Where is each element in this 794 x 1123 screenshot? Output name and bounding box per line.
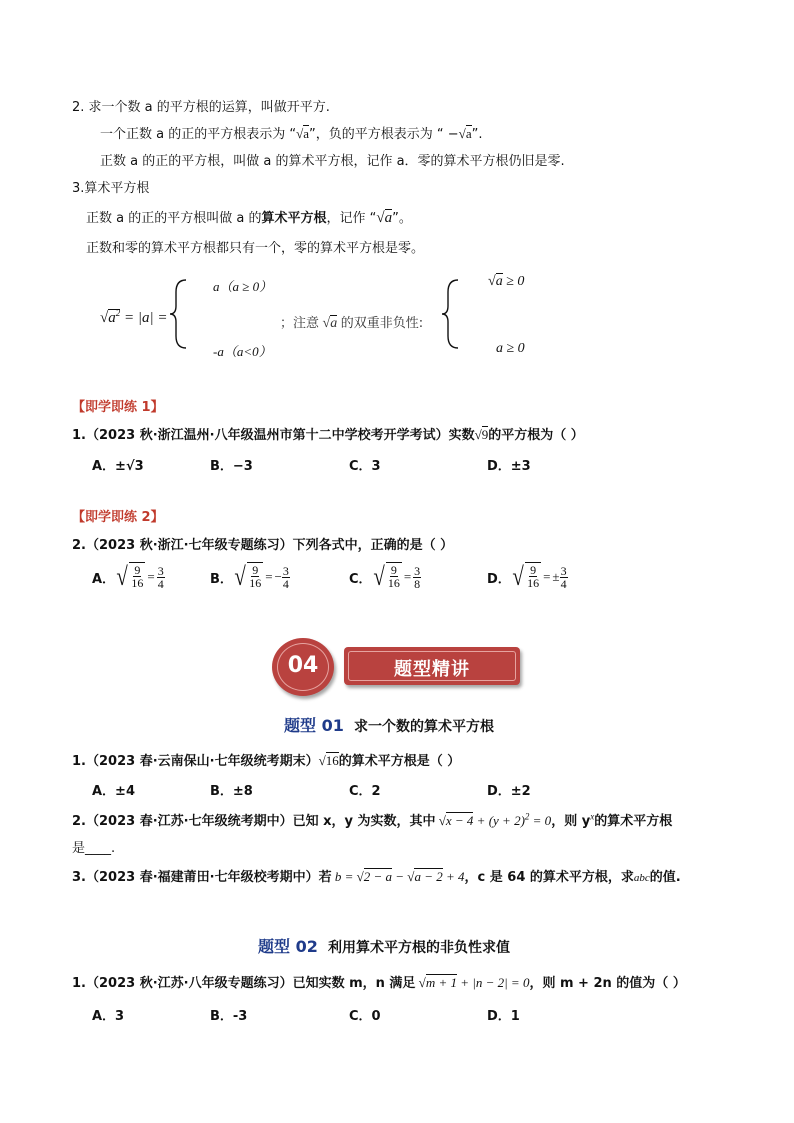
- section3-line1-b: ，记作 “: [326, 211, 377, 226]
- section2-line3: 正数 a 的正的平方根，叫做 a 的算术平方根，记作 a．零的算术平方根仍旧是零.: [100, 154, 565, 169]
- option-label: B．: [210, 571, 233, 587]
- type01-q1-option-d: D．±2: [487, 784, 531, 799]
- sqrt-a-symbol-neg: √a: [458, 126, 472, 141]
- option-label: D．: [487, 571, 511, 587]
- type01-q1-option-b: B．±8: [210, 784, 253, 799]
- formula-note: [280, 312, 423, 332]
- practice1-tag: 【即学即练 1】: [72, 400, 164, 415]
- option-label: A．: [92, 571, 116, 587]
- rhs-frac-b: $\frac{3}{4}$: [282, 563, 289, 591]
- banner-number-badge: [272, 638, 334, 696]
- formula-case2: -a（a<0）: [213, 344, 272, 359]
- type01-q1-tail: 的算术平方根是（ ）: [338, 754, 461, 769]
- type01-q2-tail: ，则 y: [551, 814, 591, 829]
- type01-q2: 2.（2023 春·江苏·七年级统考期中）已知 x，y 为实数，其中 $√x - 4 + (y + 2)^2 = 0$，则 $y^x$的算术平方根: [72, 811, 673, 829]
- formula-case1: a（a ≥ 0）: [213, 279, 273, 294]
- formula-note-b: 的双重非负性:: [340, 316, 424, 331]
- practice1-option-c: C．3: [349, 459, 381, 474]
- type02-option-d: D．1: [487, 1009, 520, 1024]
- q3-equation: b = √2 − a − √a − 2 + 4: [331, 869, 465, 884]
- type02-option-c: C．0: [349, 1009, 381, 1024]
- practice2-question: 2.（2023 秋·浙江·七年级专题练习）下列各式中，正确的是（ ）: [72, 538, 454, 553]
- q2-equation: $√x - 4 + (y + 2)^2 = 0$: [435, 811, 552, 828]
- sqrt-frac-b: √ $\frac{9}{16}$: [234, 562, 262, 591]
- practice1-option-b: B．−3: [210, 459, 253, 474]
- practice1-option-a: A．±√3: [92, 459, 144, 474]
- type01-heading: [284, 713, 494, 736]
- rhs-frac-a: [157, 565, 165, 590]
- rhs-den-a: 4: [157, 576, 164, 591]
- abc-symbol: abc: [633, 872, 650, 884]
- section-banner: [272, 638, 524, 694]
- sqrt-frac-a: √ $\frac{9}{16}$: [116, 562, 144, 591]
- section3-line1-c: ”。: [392, 211, 412, 226]
- sqrt9: √9: [474, 427, 489, 442]
- type02-option-a: A．3: [92, 1009, 125, 1024]
- type01-q2-tail2: 的算术平方根: [594, 814, 673, 829]
- type01-q1-option-c: C．2: [349, 784, 381, 799]
- type02-option-b: B．-3: [210, 1009, 248, 1024]
- rhs-num-c: 3: [414, 563, 421, 578]
- section3-bold-term: 算术平方根: [261, 211, 327, 226]
- type02-q1-text: 1.（2023 秋·江苏·八年级专题练习）已知实数 m，n 满足: [72, 976, 416, 991]
- banner-number: 04: [287, 653, 319, 678]
- banner-title: 题型精讲: [394, 659, 470, 680]
- type02-title: 题型 02: [258, 937, 318, 956]
- rhs-den-b: 4: [282, 576, 289, 591]
- section2-line2-c: ”.: [471, 127, 483, 142]
- rhs-frac-c: [413, 565, 421, 590]
- section2-line2-a: 一个正数 a 的正的平方根表示为 “: [100, 127, 297, 142]
- type01-q1-option-a: A．±4: [92, 784, 135, 799]
- section2-line1: 2. 求一个数 a 的平方根的运算，叫做开平方.: [72, 100, 330, 115]
- rhs-sign-b: −: [274, 569, 282, 584]
- practice2-option-d: D． √ $\frac{9}{16}$ = ± $\frac{3}{4}$: [487, 562, 567, 591]
- practice1-q-tail: 的平方根为（ ）: [488, 428, 584, 443]
- option-label: C．: [349, 571, 372, 587]
- type02-heading: [258, 934, 510, 957]
- type01-name: 求一个数的算术平方根: [353, 719, 494, 735]
- type01-q1-text: 1.（2023 春·云南保山·七年级统考期末）: [72, 754, 319, 769]
- section2-line2: [100, 123, 482, 142]
- formula-cond1-text: ≥ 0: [506, 274, 525, 289]
- type01-q3-text: 3.（2023 春·福建莆田·七年级校考期中）若: [72, 870, 332, 885]
- section3-title: 3.算术平方根: [72, 181, 150, 196]
- formula-lhs: $√a^2 = |a|$ =: [100, 308, 168, 326]
- practice1-q: 1.（2023 秋·浙江温州·八年级温州市第十二中学校考开学考试）实数: [72, 428, 475, 443]
- sqrt-frac-c: √ $\frac{9}{16}$: [372, 562, 400, 591]
- rhs-sign-d: ±: [552, 569, 560, 584]
- type02-name: 利用算术平方根的非负性求值: [327, 940, 510, 956]
- practice1-option-d: D．±3: [487, 459, 531, 474]
- rhs-den-c: 8: [414, 576, 421, 591]
- formula-note-a: ；注意: [280, 316, 320, 331]
- sqrt-a-symbol: √a: [296, 126, 310, 141]
- sqrt-a-italic: √a: [376, 210, 393, 226]
- type02-equation: √m + 1 + |n − 2| = 0: [415, 975, 530, 990]
- practice2-option-a: A． √ $\frac{9}{16}$ = $\frac{3}{4}$: [92, 562, 164, 591]
- rhs-frac-d: $\frac{3}{4}$: [560, 563, 567, 591]
- type01-q2-text: 2.（2023 春·江苏·七年级统考期中）已知 x，y 为实数，其中: [72, 814, 436, 829]
- practice2-tag: 【即学即练 2】: [72, 510, 164, 525]
- rhs-den-d: 4: [560, 576, 567, 591]
- banner-bar: [344, 647, 520, 685]
- type01-q3-end: 的值.: [649, 870, 681, 885]
- sqrt-a-note: √a: [319, 316, 338, 331]
- type01-title: 题型 01: [284, 716, 344, 735]
- rhs-num-a: 3: [157, 563, 164, 578]
- practice1-question: [72, 424, 584, 443]
- left-brace-2: [440, 278, 462, 350]
- type01-q1: [72, 750, 460, 769]
- type01-q2-line2: 是____.: [72, 841, 116, 856]
- section2-line2-b: ”，负的平方根表示为 “ −: [309, 127, 459, 142]
- section3-line1-a: 正数 a 的正的平方根叫做 a 的: [86, 211, 262, 226]
- formula-cond2: a ≥ 0: [496, 341, 525, 356]
- section3-line2: 正数和零的算术平方根都只有一个，零的算术平方根是零。: [86, 241, 425, 256]
- sqrt16: √16: [318, 753, 339, 768]
- type02-q1: [72, 972, 686, 991]
- type02-q1-tail: ，则 m + 2n 的值为（ ）: [529, 976, 686, 991]
- sqrt-frac-d: √ $\frac{9}{16}$: [512, 562, 540, 591]
- formula-cond1: √a ≥ 0: [488, 274, 525, 289]
- type01-q3: [72, 866, 681, 885]
- section3-line1: [86, 207, 412, 227]
- practice2-option-b: B． √ $\frac{9}{16}$ = − $\frac{3}{4}$: [210, 562, 289, 591]
- left-brace-1: [168, 278, 190, 350]
- practice2-option-c: C． √ $\frac{9}{16}$ = $\frac{3}{8}$: [349, 562, 421, 591]
- type01-q3-tail: ，c 是 64 的算术平方根，求: [464, 870, 634, 885]
